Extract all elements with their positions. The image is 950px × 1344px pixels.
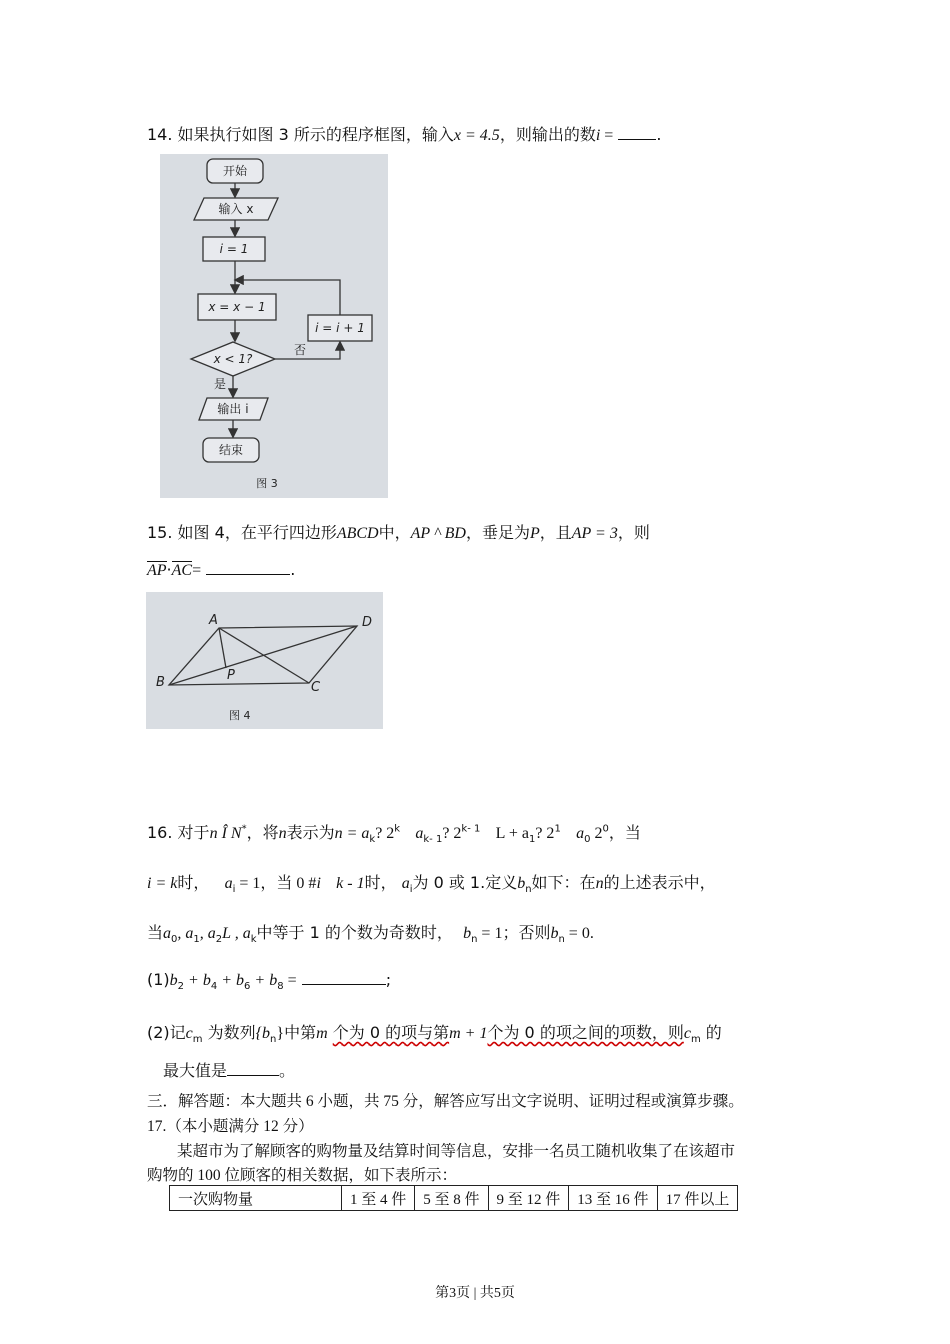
q16-part2-answer-blank[interactable] [227,1061,279,1076]
segment-ap [219,628,226,668]
q16-line-1: 16. 对于n Î N*，将n表示为$n = a_k$? 2$^k$ $a_{k- 1}$? 2$^{k- 1}$ $L + a_1$? $2^1$ $a_0$ $2^0$，当 [147,823,641,846]
table-cell: 17 件以上 [657,1186,738,1211]
q14-number: 14. [147,125,173,144]
q16-part-2-cont: 最大值是 。 [163,1061,296,1080]
label-b: B [156,675,165,690]
label-c: C [311,680,321,695]
q15-line-2: AP·AC= . [147,560,296,579]
output-label: 输出 i [217,402,249,416]
q16-line-2: i = k时， $a_i = 1$，当 0 #i k - 1时， $a_i$为 0 或 1.定义$b_n$如下：在n的上述表示中， [147,873,716,896]
q14-line: 14. 如果执行如图 3 所示的程序框图，输入x = 4.5，则输出的数i = . [147,125,662,144]
section-3-heading: 三．解答题：本大题共 6 小题，共 75 分，解答应写出文字说明、证明过程或演算步骤。 [147,1093,744,1110]
label-d: D [362,615,373,630]
page-footer: 第3页 | 共5页 [435,1286,515,1301]
input-label: 输入 x [218,202,254,216]
table-cell: 一次购物量 [170,1186,342,1211]
q16-number: 16. [147,823,173,842]
table-cell: 5 至 8 件 [415,1186,488,1211]
label-a: A [209,613,218,628]
q15-number: 15. [147,523,173,542]
table-row [170,1186,738,1211]
condition-label: x < 1? [213,352,253,366]
init-label: i = 1 [219,242,249,256]
start-label: 开始 [222,164,248,178]
q16-part1-answer-blank[interactable] [302,970,386,985]
end-label: 结束 [218,443,244,457]
purchase-table [169,1185,738,1211]
vector-ap: AP [147,562,167,579]
no-label: 否 [293,343,307,357]
q14-answer-blank[interactable] [618,125,656,140]
q16-line-3: 当$a_0$, $a_1$, $a_2L$ , $a_k$中等于 1 的个数为奇数时， $b_n = 1$；否则$b_n = 0$. [147,923,594,946]
table-cell: 13 至 16 件 [569,1186,657,1211]
q16-part-1: $(1)b_2 + b_4 + b_6 + b_8$ = ; [147,970,392,993]
table-cell: 1 至 4 件 [342,1186,415,1211]
q17-header: 17.（本小题满分 12 分） [147,1118,314,1135]
label-p: P [227,668,235,683]
figure-3-flowchart [160,154,388,498]
yes-label: 是 [213,377,227,391]
q17-paragraph-1: 某超市为了解顾客的购物量及结算时间等信息，安排一名员工随机收集了在该超市 [177,1143,736,1160]
incr-label: i = i + 1 [315,321,365,335]
vector-ac: AC [171,562,193,579]
table-cell: 9 至 12 件 [488,1186,569,1211]
figure-3-caption: 图 3 [256,477,278,490]
figure-4-parallelogram [146,592,383,729]
figure-4-caption: 图 4 [229,709,251,722]
q17-number: 17. [147,1118,167,1135]
q15-answer-blank[interactable] [206,560,290,575]
step-label: x = x − 1 [208,300,266,314]
q17-paragraph-2: 购物的 100 位顾客的相关数据，如下表所示： [147,1167,458,1184]
q16-part-2: (2)记$c_m$ 为数列$\{b_n\}$中第m 个为 0 的项与第m + 1个为 0 的项之间的项数，则$c_m$ 的 [147,1023,722,1046]
q15-line-1: 15. 如图 4，在平行四边形ABCD中，AP ^ BD，垂足为P，且AP = 3，则 [147,523,650,542]
